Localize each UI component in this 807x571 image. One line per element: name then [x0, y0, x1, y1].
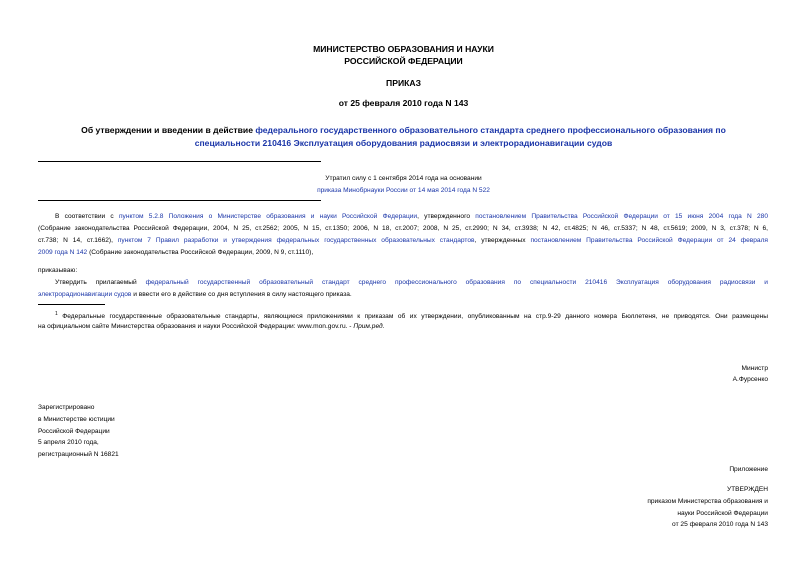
regulation-link[interactable]: пунктом 5.2.8 Положения о Министерстве образования и науки Российской Федерации [118, 213, 418, 220]
ministry-name-line1: МИНИСТЕРСТВО ОБРАЗОВАНИЯ И НАУКИ [313, 44, 494, 54]
preamble-prefix: В соответствии с [55, 213, 119, 220]
order-rest: и ввести его в действие со дня вступления в силу настоящего приказа. [131, 291, 352, 298]
preamble-line4 [38, 246, 313, 260]
preamble-line3-mid: , утвержденных [474, 237, 531, 244]
document-type: ПРИКАЗ [386, 78, 421, 88]
divider-bottom [38, 200, 321, 201]
ministry-name-line2: РОССИЙСКОЙ ФЕДЕРАЦИИ [344, 56, 463, 66]
government-decree-280-link[interactable]: постановлением Правительства Российской Федерации от 15 июня 2004 года N 280 [475, 213, 768, 220]
registration-line3: Российской Федерации [38, 427, 110, 435]
approval-line3: от 25 февраля 2010 года N 143 [672, 521, 768, 529]
footnote-divider [38, 304, 105, 305]
registration-line4: 5 апреля 2010 года, [38, 439, 99, 447]
appendix-label: Приложение [729, 466, 768, 473]
government-decree-142-link-cont[interactable]: 2009 года N 142 [38, 249, 88, 256]
preamble-line2: (Собрание законодательства Российской Федерации, 2004, N 25, ст.2562; 2005, N 15, ст.1350; 2006, N 18, ст.2007; 2008, N 25, ст.2990; N 34, ст.3938; N 42, ст.4825; N 46, ст.5337; N 48, ст.5619; 2009, N 3, ст.378; N 6, [38, 225, 768, 232]
preamble-mid: , утвержденного [417, 213, 476, 220]
government-decree-142-link[interactable]: постановлением Правительства Российской Федерации от 24 февраля [530, 237, 769, 244]
editor-note: Прим.ред. [353, 323, 385, 330]
rules-point7-link[interactable]: пунктом 7 Правил разработки и утверждения федеральных государственных образовательных стандартов [117, 237, 475, 244]
footnote-line2-text: на официальном сайте Министерства образования и науки Российской Федерации: www.mon.gov.ru. - [38, 323, 354, 330]
registration-line5: регистрационный N 16821 [38, 451, 119, 459]
title-standard-link-line2[interactable]: специальности 210416 Эксплуатация оборудования радиосвязи и электрорадионавигации судов [194, 138, 613, 148]
expiry-order-link[interactable]: приказа Минобрнауки России от 14 мая 2014 года N 522 [317, 187, 490, 194]
signer-name: А.Фурсенко [732, 376, 768, 383]
approval-line1: приказом Министерства образования и [647, 497, 768, 505]
appendix-approval-block [0, 484, 768, 531]
divider-top [38, 161, 321, 162]
footnote-text: Федеральные государственные образовательные стандарты, являющиеся приложениями к приказам об их утверждении, опубликованным на стр.9-29 данного номера Бюллетеня, не приводятся. Они размещены [57, 313, 768, 321]
order-prefix: Утвердить прилагаемый [55, 279, 146, 286]
footnote-line2 [38, 320, 385, 334]
standard-link-cont[interactable]: электрорадионавигации судов [38, 291, 132, 298]
footnote-marker: 1 [55, 311, 58, 317]
title-standard-link[interactable]: федерального государственного образовательного стандарта среднего профессионального образования по [255, 125, 726, 135]
order-keyword: приказываю: [38, 267, 78, 274]
standard-link[interactable]: федеральный государственный образовательный стандарт среднего профессионального образования по специальности 210416 Эксплуатация оборудования радиосвязи и [145, 279, 768, 286]
registration-line2: в Министерстве юстиции [38, 415, 115, 423]
expiry-notice: Утратил силу с 1 сентября 2014 года на основании [325, 175, 482, 182]
document-date: от 25 февраля 2010 года N 143 [338, 98, 469, 108]
registration-line1: Зарегистрировано [38, 404, 95, 411]
document-title-line1 [0, 125, 807, 135]
registration-block [38, 402, 119, 461]
preamble-line3-prefix: ст.738; N 14, ст.1662), [38, 237, 118, 244]
order-line2 [38, 288, 352, 302]
approval-line2: науки Российской Федерации [677, 509, 768, 517]
title-prefix: Об утверждении и введении в действие [81, 125, 256, 135]
signer-position: Министр [741, 365, 768, 372]
approved-label: УТВЕРЖДЕН [726, 486, 768, 493]
preamble-line4-rest: (Собрание законодательства Российской Федерации, 2009, N 9, ст.1110), [87, 249, 314, 256]
